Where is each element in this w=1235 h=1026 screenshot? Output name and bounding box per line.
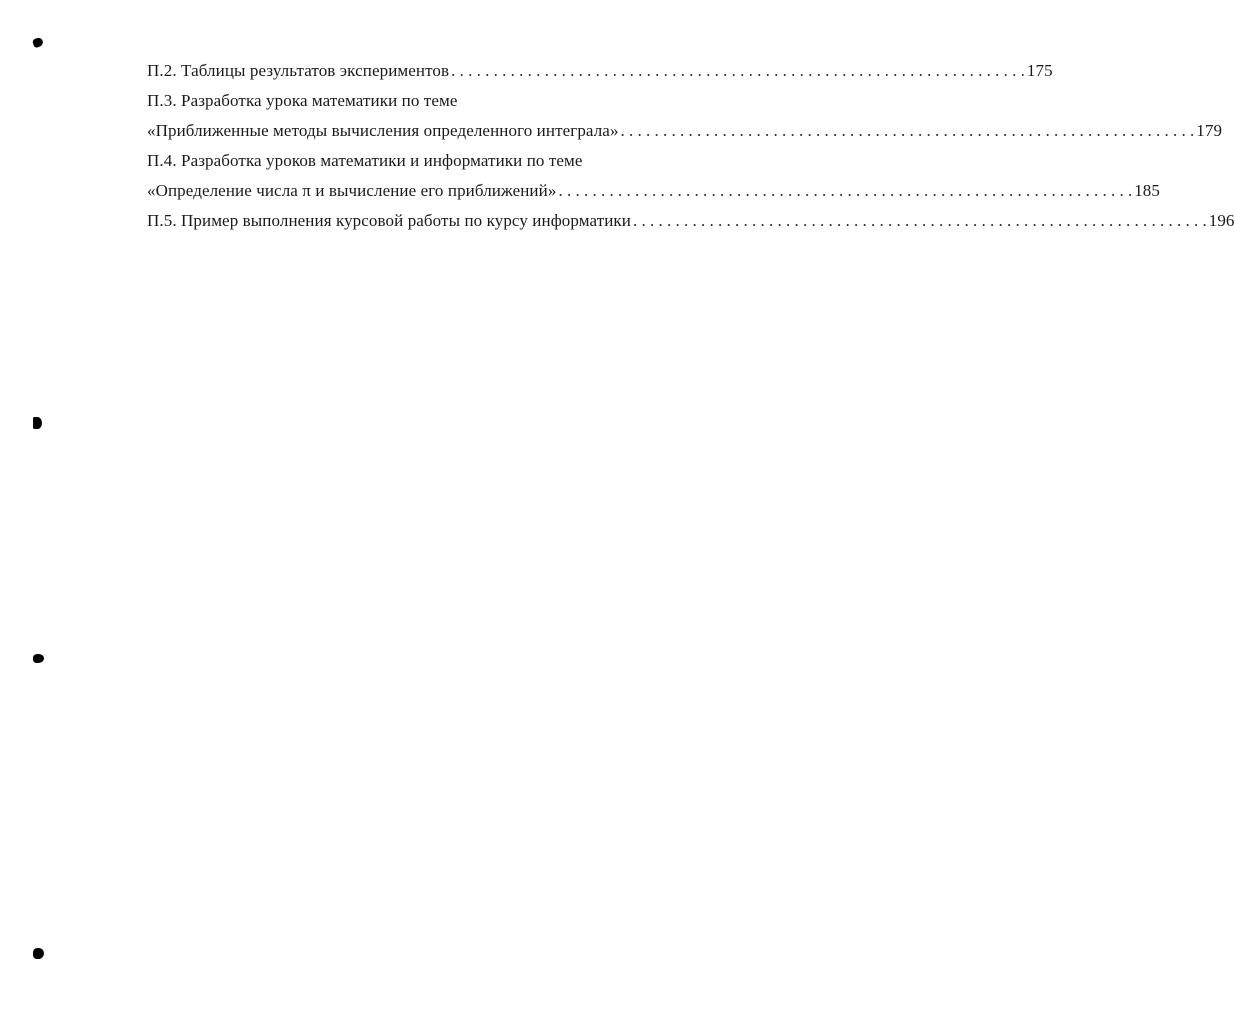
toc-entry <box>147 146 719 176</box>
toc-dot-leader <box>558 176 1132 206</box>
toc-entry <box>147 116 1223 146</box>
toc-entry-title: П.4. Разработка уроков математики и информатики по теме <box>147 151 583 170</box>
toc-dot-leader <box>633 206 1207 236</box>
toc-entry <box>147 176 1160 206</box>
binder-hole-mark <box>33 654 44 663</box>
toc-entry-title: П.2. Таблицы результатов экспериментов <box>147 61 450 80</box>
binder-hole-mark <box>33 948 44 959</box>
toc-entry <box>147 56 1053 86</box>
toc-entry-title: П.5. Пример выполнения курсовой работы по курсу информатики <box>147 211 631 230</box>
toc-dot-leader <box>451 56 1025 86</box>
toc-entry <box>147 86 719 116</box>
toc-entry-page: 179 <box>1196 121 1223 140</box>
binder-hole-mark <box>33 417 42 429</box>
toc-entry <box>147 206 1235 236</box>
toc-entry-title: «Приближенные методы вычисления определенного интеграла» <box>147 121 619 140</box>
toc-entry-page: 196 <box>1208 211 1235 230</box>
toc-entry-title: «Определение числа π и вычисление его приближений» <box>147 181 557 200</box>
toc-dot-leader <box>621 116 1195 146</box>
toc-entry-page: 175 <box>1026 61 1053 80</box>
toc-entry-page: 185 <box>1134 181 1160 200</box>
toc-entry-title: П.3. Разработка урока математики по теме <box>147 91 458 110</box>
binder-hole-mark <box>32 37 44 49</box>
table-of-contents <box>147 56 1235 236</box>
